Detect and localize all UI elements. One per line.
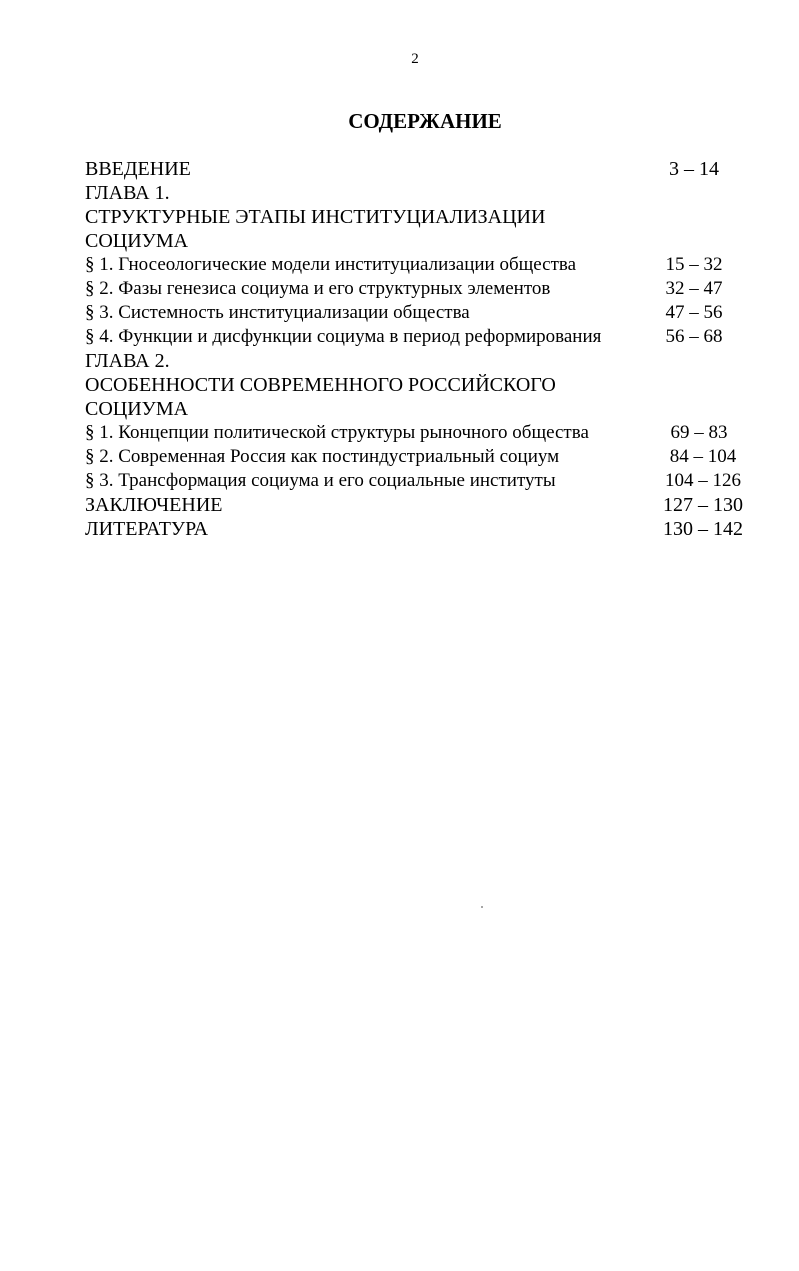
- chapter-heading-label: ГЛАВА 2.: [85, 350, 170, 372]
- toc-section-pages: 32 – 47: [665, 278, 723, 299]
- toc-section-pages: 84 – 104: [669, 446, 737, 467]
- chapter-title-line-2: СОЦИУМА: [85, 398, 189, 420]
- toc-entry-literature: [85, 517, 745, 541]
- chapter-2-title-continued: [85, 397, 745, 421]
- page-title: СОДЕРЖАНИЕ: [348, 109, 502, 133]
- chapter-title-line-1: СТРУКТУРНЫЕ ЭТАПЫ ИНСТИТУЦИАЛИЗАЦИИ: [85, 206, 546, 228]
- toc-section-1-1: [85, 253, 745, 277]
- page-number: 2: [411, 51, 419, 67]
- toc-section-label: § 1. Концепции политической структуры рыночного общества: [85, 422, 589, 443]
- toc-section-label: § 1. Гносеологические модели институциализации общества: [85, 254, 577, 275]
- scan-speck: [481, 906, 483, 908]
- toc-entry-label: ВВЕДЕНИЕ: [85, 158, 191, 180]
- toc-section-label: § 3. Системность институциализации общества: [85, 302, 470, 323]
- chapter-1-title-continued: [85, 229, 745, 253]
- toc-entry-pages: 130 – 142: [663, 518, 743, 540]
- toc-section-1-2: [85, 277, 745, 301]
- chapter-2-title: [85, 373, 745, 397]
- toc-entry-conclusion: [85, 493, 745, 517]
- toc-entry-introduction: [85, 157, 745, 181]
- toc-section-pages: 56 – 68: [665, 326, 723, 347]
- toc-entry-pages: 3 – 14: [669, 158, 719, 180]
- toc-section-2-1: [85, 421, 745, 445]
- chapter-1-title: [85, 205, 745, 229]
- toc-section-label: § 4. Функции и дисфункции социума в период реформирования: [85, 326, 602, 347]
- toc-section-label: § 2. Фазы генезиса социума и его структурных элементов: [85, 278, 551, 299]
- chapter-title-line-1: ОСОБЕННОСТИ СОВРЕМЕННОГО РОССИЙСКОГО: [85, 374, 556, 396]
- table-of-contents: [85, 157, 745, 541]
- chapter-2-heading: [85, 349, 745, 373]
- toc-section-1-3: [85, 301, 745, 325]
- toc-entry-pages: 127 – 130: [663, 494, 743, 516]
- chapter-title-line-2: СОЦИУМА: [85, 230, 189, 252]
- toc-section-1-4: [85, 325, 745, 349]
- toc-section-pages: 69 – 83: [670, 422, 728, 443]
- chapter-1-heading: [85, 181, 745, 205]
- toc-section-pages: 15 – 32: [665, 254, 723, 275]
- toc-section-pages: 47 – 56: [665, 302, 723, 323]
- toc-section-2-3: [85, 469, 745, 493]
- toc-section-pages: 104 – 126: [665, 470, 741, 491]
- toc-entry-label: ЗАКЛЮЧЕНИЕ: [85, 494, 223, 516]
- chapter-heading-label: ГЛАВА 1.: [85, 182, 170, 204]
- toc-section-2-2: [85, 445, 745, 469]
- toc-section-label: § 3. Трансформация социума и его социальные институты: [85, 470, 556, 491]
- toc-entry-label: ЛИТЕРАТУРА: [85, 518, 209, 540]
- toc-section-label: § 2. Современная Россия как постиндустриальный социум: [85, 446, 560, 467]
